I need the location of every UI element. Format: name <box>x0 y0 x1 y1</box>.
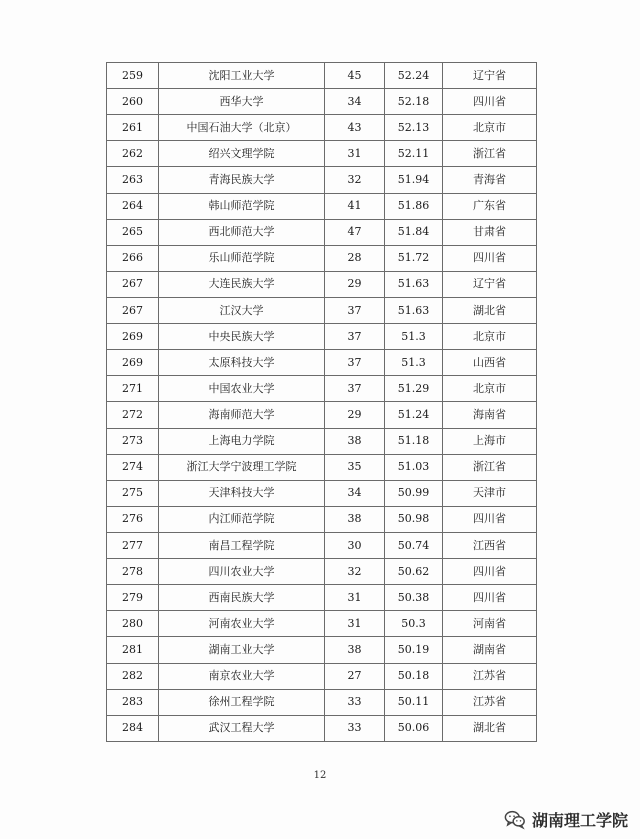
cell-province: 四川省 <box>443 585 537 611</box>
cell-score: 51.24 <box>385 402 443 428</box>
cell-province: 湖北省 <box>443 715 537 741</box>
cell-rank: 261 <box>107 115 159 141</box>
cell-name: 西北师范大学 <box>159 219 325 245</box>
cell-name: 天津科技大学 <box>159 480 325 506</box>
cell-count: 38 <box>325 428 385 454</box>
table-row <box>107 89 537 115</box>
cell-score: 51.84 <box>385 219 443 245</box>
table-row <box>107 115 537 141</box>
cell-name: 沈阳工业大学 <box>159 63 325 89</box>
cell-rank: 278 <box>107 559 159 585</box>
cell-name: 武汉工程大学 <box>159 715 325 741</box>
cell-count: 30 <box>325 532 385 558</box>
cell-province: 浙江省 <box>443 141 537 167</box>
table-row <box>107 350 537 376</box>
cell-score: 50.06 <box>385 715 443 741</box>
table-row <box>107 663 537 689</box>
cell-name: 南昌工程学院 <box>159 532 325 558</box>
cell-score: 51.18 <box>385 428 443 454</box>
cell-count: 37 <box>325 324 385 350</box>
table-row <box>107 245 537 271</box>
cell-name: 江汉大学 <box>159 297 325 323</box>
cell-count: 29 <box>325 402 385 428</box>
cell-name: 韩山师范学院 <box>159 193 325 219</box>
cell-name: 内江师范学院 <box>159 506 325 532</box>
page-number: 12 <box>313 770 327 781</box>
cell-rank: 274 <box>107 454 159 480</box>
table-row <box>107 611 537 637</box>
cell-score: 50.99 <box>385 480 443 506</box>
table-row <box>107 585 537 611</box>
table-row <box>107 324 537 350</box>
table-row <box>107 271 537 297</box>
cell-province: 海南省 <box>443 402 537 428</box>
cell-count: 35 <box>325 454 385 480</box>
cell-rank: 282 <box>107 663 159 689</box>
cell-score: 50.98 <box>385 506 443 532</box>
cell-rank: 271 <box>107 376 159 402</box>
cell-score: 52.24 <box>385 63 443 89</box>
table-row <box>107 193 537 219</box>
cell-score: 50.18 <box>385 663 443 689</box>
table-row <box>107 559 537 585</box>
cell-name: 河南农业大学 <box>159 611 325 637</box>
cell-score: 51.63 <box>385 297 443 323</box>
cell-name: 徐州工程学院 <box>159 689 325 715</box>
cell-province: 辽宁省 <box>443 271 537 297</box>
cell-name: 西华大学 <box>159 89 325 115</box>
cell-count: 32 <box>325 167 385 193</box>
cell-count: 27 <box>325 663 385 689</box>
cell-name: 四川农业大学 <box>159 559 325 585</box>
cell-province: 北京市 <box>443 324 537 350</box>
cell-rank: 260 <box>107 89 159 115</box>
table-row <box>107 637 537 663</box>
cell-name: 上海电力学院 <box>159 428 325 454</box>
cell-rank: 284 <box>107 715 159 741</box>
cell-count: 38 <box>325 506 385 532</box>
cell-count: 47 <box>325 219 385 245</box>
table-row <box>107 167 537 193</box>
table-row <box>107 689 537 715</box>
cell-score: 51.63 <box>385 271 443 297</box>
table-row <box>107 376 537 402</box>
cell-count: 43 <box>325 115 385 141</box>
cell-rank: 264 <box>107 193 159 219</box>
watermark-text: 湖南理工学院 <box>531 810 628 830</box>
cell-score: 51.72 <box>385 245 443 271</box>
cell-province: 山西省 <box>443 350 537 376</box>
ranking-table-body <box>107 63 537 742</box>
cell-rank: 276 <box>107 506 159 532</box>
cell-province: 广东省 <box>443 193 537 219</box>
cell-score: 52.13 <box>385 115 443 141</box>
cell-score: 51.03 <box>385 454 443 480</box>
cell-province: 上海市 <box>443 428 537 454</box>
cell-rank: 267 <box>107 297 159 323</box>
table-row <box>107 532 537 558</box>
cell-score: 51.94 <box>385 167 443 193</box>
cell-name: 浙江大学宁波理工学院 <box>159 454 325 480</box>
ranking-table <box>106 62 537 742</box>
cell-name: 中国石油大学（北京） <box>159 115 325 141</box>
cell-count: 34 <box>325 89 385 115</box>
cell-rank: 269 <box>107 350 159 376</box>
cell-name: 海南师范大学 <box>159 402 325 428</box>
cell-rank: 275 <box>107 480 159 506</box>
cell-count: 33 <box>325 689 385 715</box>
cell-rank: 267 <box>107 271 159 297</box>
cell-name: 绍兴文理学院 <box>159 141 325 167</box>
cell-name: 南京农业大学 <box>159 663 325 689</box>
table-row <box>107 428 537 454</box>
cell-rank: 279 <box>107 585 159 611</box>
cell-score: 50.38 <box>385 585 443 611</box>
cell-province: 江西省 <box>443 532 537 558</box>
cell-score: 51.3 <box>385 350 443 376</box>
table-row <box>107 454 537 480</box>
cell-province: 辽宁省 <box>443 63 537 89</box>
cell-province: 四川省 <box>443 506 537 532</box>
cell-province: 北京市 <box>443 115 537 141</box>
cell-province: 青海省 <box>443 167 537 193</box>
cell-rank: 259 <box>107 63 159 89</box>
table-row <box>107 297 537 323</box>
cell-name: 太原科技大学 <box>159 350 325 376</box>
cell-score: 51.86 <box>385 193 443 219</box>
table-row <box>107 402 537 428</box>
cell-count: 31 <box>325 585 385 611</box>
cell-count: 33 <box>325 715 385 741</box>
cell-score: 50.62 <box>385 559 443 585</box>
cell-province: 河南省 <box>443 611 537 637</box>
cell-rank: 281 <box>107 637 159 663</box>
cell-rank: 262 <box>107 141 159 167</box>
cell-name: 乐山师范学院 <box>159 245 325 271</box>
cell-name: 西南民族大学 <box>159 585 325 611</box>
cell-score: 50.3 <box>385 611 443 637</box>
cell-name: 青海民族大学 <box>159 167 325 193</box>
cell-score: 52.18 <box>385 89 443 115</box>
watermark <box>504 807 628 831</box>
cell-count: 38 <box>325 637 385 663</box>
cell-name: 大连民族大学 <box>159 271 325 297</box>
cell-province: 湖南省 <box>443 637 537 663</box>
cell-name: 中国农业大学 <box>159 376 325 402</box>
cell-province: 江苏省 <box>443 689 537 715</box>
cell-province: 北京市 <box>443 376 537 402</box>
cell-count: 29 <box>325 271 385 297</box>
cell-count: 32 <box>325 559 385 585</box>
table-row <box>107 506 537 532</box>
cell-rank: 273 <box>107 428 159 454</box>
cell-count: 34 <box>325 480 385 506</box>
cell-rank: 263 <box>107 167 159 193</box>
cell-province: 江苏省 <box>443 663 537 689</box>
wechat-icon <box>504 808 526 830</box>
cell-count: 28 <box>325 245 385 271</box>
cell-count: 41 <box>325 193 385 219</box>
cell-province: 四川省 <box>443 89 537 115</box>
cell-count: 37 <box>325 297 385 323</box>
cell-score: 51.29 <box>385 376 443 402</box>
cell-rank: 283 <box>107 689 159 715</box>
cell-rank: 265 <box>107 219 159 245</box>
table-row <box>107 219 537 245</box>
cell-score: 50.74 <box>385 532 443 558</box>
cell-name: 湖南工业大学 <box>159 637 325 663</box>
cell-province: 四川省 <box>443 245 537 271</box>
cell-province: 浙江省 <box>443 454 537 480</box>
table-row <box>107 480 537 506</box>
cell-province: 湖北省 <box>443 297 537 323</box>
cell-count: 37 <box>325 376 385 402</box>
cell-rank: 280 <box>107 611 159 637</box>
table-row <box>107 141 537 167</box>
cell-rank: 272 <box>107 402 159 428</box>
cell-score: 51.3 <box>385 324 443 350</box>
cell-score: 50.11 <box>385 689 443 715</box>
cell-count: 31 <box>325 611 385 637</box>
cell-name: 中央民族大学 <box>159 324 325 350</box>
cell-province: 甘肃省 <box>443 219 537 245</box>
cell-count: 45 <box>325 63 385 89</box>
cell-province: 天津市 <box>443 480 537 506</box>
cell-score: 52.11 <box>385 141 443 167</box>
cell-count: 31 <box>325 141 385 167</box>
cell-count: 37 <box>325 350 385 376</box>
table-row <box>107 715 537 741</box>
cell-score: 50.19 <box>385 637 443 663</box>
table-row <box>107 63 537 89</box>
cell-rank: 269 <box>107 324 159 350</box>
cell-rank: 266 <box>107 245 159 271</box>
cell-rank: 277 <box>107 532 159 558</box>
cell-province: 四川省 <box>443 559 537 585</box>
